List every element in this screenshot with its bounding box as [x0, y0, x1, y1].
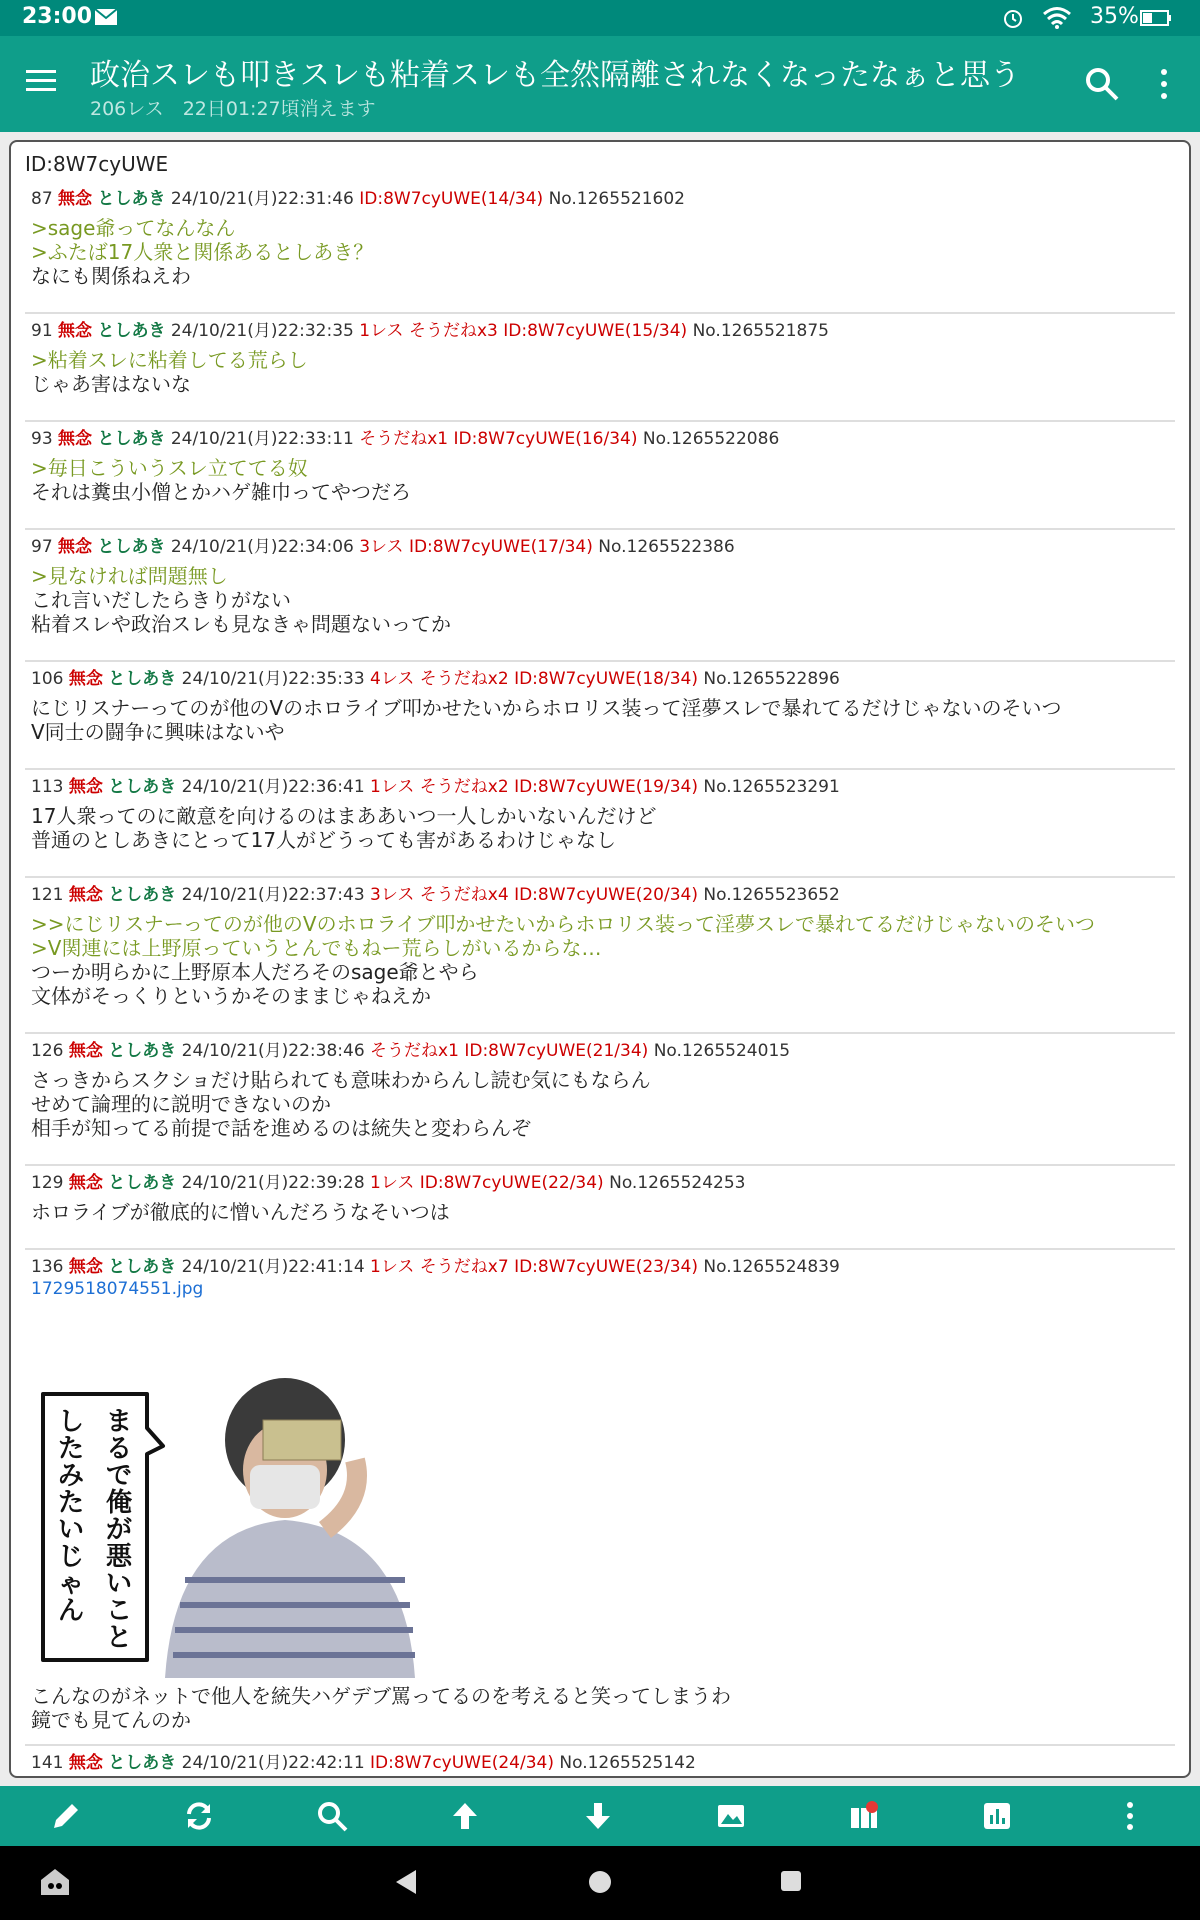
- app-bar: [0, 36, 1200, 132]
- post-number: 106: [31, 669, 64, 689]
- post-no-link[interactable]: No.1265523291: [703, 777, 840, 797]
- post-date: 24/10/21(月)22:37:43: [181, 885, 365, 905]
- battery-level: 35%: [1090, 4, 1139, 29]
- post-date: 24/10/21(月)22:34:06: [170, 537, 354, 557]
- body-line: 粘着スレや政治スレも見なきゃ問題ないってか: [31, 612, 451, 636]
- reply-count-link[interactable]: 1レス: [359, 321, 404, 341]
- post-meta: [31, 1748, 696, 1773]
- post-subject: 無念: [68, 1173, 103, 1193]
- sodane-button[interactable]: そうだねx2: [419, 669, 509, 689]
- post-subject: 無念: [68, 669, 103, 689]
- poster-id-link[interactable]: ID:8W7cyUWE(22/34): [419, 1173, 604, 1193]
- poster-id-link[interactable]: ID:8W7cyUWE(21/34): [464, 1041, 649, 1061]
- poster-name: としあき: [97, 189, 166, 209]
- wifi-icon: [1042, 6, 1072, 30]
- thread-title: 政治スレも叩きスレも粘着スレも全然隔離されなくなったなぁと思う: [90, 58, 1020, 93]
- post-no-link[interactable]: No.1265521602: [548, 189, 685, 209]
- poster-name: としあき: [108, 777, 177, 797]
- body-line: 文体がそっくりというかそのままじゃねえか: [31, 984, 431, 1008]
- post-date: 24/10/21(月)22:31:46: [170, 189, 354, 209]
- bubble-char: い: [105, 1569, 133, 1599]
- post-subject: 無念: [68, 1257, 103, 1277]
- quote-line: >ふたば17人衆と関係あるとしあき？: [31, 240, 374, 264]
- poster-id-link[interactable]: ID:8W7cyUWE(23/34): [514, 1257, 698, 1277]
- post-date: 24/10/21(月)22:33:11: [170, 429, 354, 449]
- reply-count-link[interactable]: 3レス: [359, 537, 404, 557]
- sodane-button[interactable]: そうだねx1: [370, 1041, 459, 1061]
- sodane-button[interactable]: そうだねx4: [419, 885, 509, 905]
- search-icon[interactable]: [1084, 66, 1120, 102]
- post-body: [31, 804, 656, 852]
- system-nav-bar: [0, 1846, 1200, 1920]
- post-no-link[interactable]: No.1265525142: [559, 1753, 696, 1773]
- post-number: 141: [31, 1753, 64, 1773]
- body-line: それは糞虫小僧とかハゲ雑巾ってやつだろ: [31, 480, 411, 504]
- poster-id-link[interactable]: ID:8W7cyUWE(19/34): [514, 777, 698, 797]
- body-line: V同士の闘争に興味はないや: [31, 720, 285, 744]
- battery-icon: [1140, 10, 1172, 26]
- reply-count-link[interactable]: 1レス: [370, 1257, 415, 1277]
- post-meta: [31, 184, 685, 209]
- bubble-char: じ: [57, 1542, 85, 1572]
- bubble-char: る: [105, 1434, 133, 1464]
- body-line: これ言いだしたらきりがない: [31, 588, 291, 612]
- post-meta: [31, 316, 829, 341]
- post-date: 24/10/21(月)22:38:46: [181, 1041, 365, 1061]
- sodane-button[interactable]: そうだねx3: [408, 321, 498, 341]
- post-meta: [31, 1036, 790, 1061]
- post-number: 91: [31, 321, 53, 341]
- more-vert-icon[interactable]: [1158, 66, 1170, 102]
- poster-id-link[interactable]: ID:8W7cyUWE(17/34): [408, 537, 593, 557]
- bubble-char: ま: [105, 1407, 133, 1437]
- post-subject: 無念: [58, 429, 93, 449]
- reply-count-link[interactable]: 4レス: [370, 669, 415, 689]
- post-body: [31, 1068, 651, 1140]
- file-link[interactable]: 1729518074551.jpg: [31, 1279, 204, 1299]
- status-bar: [0, 0, 1200, 36]
- post-body: [31, 348, 308, 396]
- poster-name: としあき: [108, 1041, 177, 1061]
- post-number: 97: [31, 537, 53, 557]
- poster-name: としあき: [108, 1173, 177, 1193]
- post-subject: 無念: [58, 189, 93, 209]
- poster-name: としあき: [108, 1753, 177, 1773]
- quote-line: >>にじリスナーってのが他のVのホロライブ叩かせたいからホロリス装って淫夢スレで暴れてるだけじゃないのそいつ: [31, 912, 1095, 936]
- bubble-char: た: [57, 1434, 85, 1464]
- post-body: [31, 696, 1061, 744]
- body-line: せめて論理的に説明できないのか: [31, 1092, 331, 1116]
- back-icon[interactable]: [394, 1868, 418, 1896]
- bottom-toolbar: [0, 1786, 1200, 1846]
- bubble-char: た: [57, 1488, 85, 1518]
- image-icon[interactable]: [715, 1800, 747, 1832]
- post-item[interactable]: [25, 1166, 1175, 1250]
- clock: 23:00: [22, 4, 93, 29]
- home-icon[interactable]: [588, 1870, 612, 1894]
- arrow-down-icon[interactable]: [582, 1800, 614, 1832]
- post-number: 87: [31, 189, 53, 209]
- post-date: 24/10/21(月)22:41:14: [181, 1257, 365, 1277]
- post-date: 24/10/21(月)22:35:33: [181, 669, 365, 689]
- bubble-char: み: [57, 1461, 85, 1491]
- body-line: さっきからスクショだけ貼られても意味わからんし読む気にもならん: [31, 1068, 651, 1092]
- poster-name: としあき: [97, 537, 166, 557]
- body-line: にじリスナーってのが他のVのホロライブ叩かせたいからホロリス装って淫夢スレで暴れてるだけじゃないのそいつ: [31, 696, 1062, 720]
- recents-icon[interactable]: [780, 1870, 802, 1892]
- refresh-icon[interactable]: [183, 1800, 215, 1832]
- menu-icon[interactable]: [24, 66, 60, 96]
- post-item[interactable]: [25, 770, 1175, 878]
- poster-id-link[interactable]: ID:8W7cyUWE(18/34): [514, 669, 698, 689]
- post-body: [31, 912, 1095, 1008]
- post-item[interactable]: [25, 1034, 1175, 1166]
- post-subject: 無念: [68, 1041, 103, 1061]
- body-line: なにも関係ねえわ: [31, 264, 191, 288]
- quote-line: >見なければ問題無し: [31, 564, 228, 588]
- post-item[interactable]: [25, 878, 1175, 1034]
- pencil-icon[interactable]: [50, 1800, 82, 1832]
- reply-count-link[interactable]: 1レス: [370, 777, 415, 797]
- post-meta: [31, 1168, 746, 1193]
- post-body: [31, 456, 411, 504]
- post-body: [31, 564, 451, 636]
- bubble-char: こ: [105, 1596, 133, 1626]
- popup-header: ID:8W7cyUWE: [25, 152, 169, 176]
- post-item[interactable]: [25, 422, 1175, 530]
- poster-name: としあき: [108, 885, 177, 905]
- post-item[interactable]: [25, 1746, 1175, 1778]
- post-number: 121: [31, 885, 64, 905]
- post-no-link[interactable]: No.1265524253: [609, 1173, 746, 1193]
- bubble-char: で: [105, 1461, 133, 1491]
- post-no-link[interactable]: No.1265522086: [642, 429, 780, 449]
- post-meta: [31, 424, 779, 449]
- quote-line: >毎日こういうスレ立ててる奴: [31, 456, 308, 480]
- post-number: 136: [31, 1257, 64, 1277]
- post-date: 24/10/21(月)22:39:28: [181, 1173, 365, 1193]
- post-item[interactable]: [25, 182, 1175, 314]
- poster-name: としあき: [97, 429, 166, 449]
- poster-id-link[interactable]: ID:8W7cyUWE(16/34): [453, 429, 638, 449]
- sodane-button[interactable]: そうだねx2: [419, 777, 509, 797]
- post-item[interactable]: [25, 530, 1175, 662]
- home-app-icon[interactable]: [38, 1866, 72, 1898]
- bubble-char: ん: [57, 1596, 85, 1626]
- post-no-link[interactable]: No.1265524015: [653, 1041, 791, 1061]
- post-date: 24/10/21(月)22:32:35: [170, 321, 354, 341]
- post-subject: 無念: [68, 1753, 103, 1773]
- post-meta: [31, 1252, 840, 1299]
- poster-name: としあき: [108, 669, 177, 689]
- body-line: 17人衆ってのに敵意を向けるのはまああいつ一人しかいないんだけど: [31, 804, 657, 828]
- body-line: 普通のとしあきにとって17人がどうっても害があるわけじゃなし: [31, 828, 617, 852]
- more-vert-icon[interactable]: [1114, 1800, 1146, 1832]
- sodane-button[interactable]: そうだねx1: [359, 429, 449, 449]
- alarm-icon: [1002, 7, 1024, 29]
- post-no-link[interactable]: No.1265522896: [703, 669, 840, 689]
- bubble-char: と: [105, 1623, 133, 1653]
- post-number: 126: [31, 1041, 64, 1061]
- body-line: 相手が知ってる前提で話を進めるのは統失と変わらんぞ: [31, 1116, 531, 1140]
- post-meta: [31, 880, 840, 905]
- body-line: 鏡でも見てんのか: [31, 1708, 191, 1732]
- catalog-icon[interactable]: [848, 1800, 880, 1832]
- sodane-button[interactable]: そうだねx7: [419, 1257, 509, 1277]
- post-item[interactable]: [25, 662, 1175, 770]
- post-image[interactable]: [35, 1350, 421, 1678]
- bubble-char: 悪: [105, 1542, 133, 1572]
- bubble-char: い: [57, 1515, 85, 1545]
- post-subject: 無念: [58, 537, 93, 557]
- post-date: 24/10/21(月)22:36:41: [181, 777, 365, 797]
- body-line: ホロライブが徹底的に憎いんだろうなそいつは: [31, 1200, 450, 1224]
- post-meta: [31, 532, 735, 557]
- id-popup: [9, 140, 1191, 1778]
- post-body: [31, 216, 373, 288]
- post-no-link[interactable]: No.1265521875: [692, 321, 829, 341]
- post-no-link[interactable]: No.1265524839: [703, 1257, 840, 1277]
- post-item[interactable]: [25, 314, 1175, 422]
- quote-line: >粘着スレに粘着してる荒らし: [31, 348, 308, 372]
- post-number: 113: [31, 777, 64, 797]
- body-line: じゃあ害はないな: [31, 372, 191, 396]
- poster-id-link[interactable]: ID:8W7cyUWE(14/34): [359, 189, 544, 209]
- post-subject: 無念: [68, 885, 103, 905]
- poster-name: としあき: [108, 1257, 177, 1277]
- body-line: こんなのがネットで他人を統失ハゲデブ罵ってるのを考えると笑ってしまうわ: [31, 1684, 731, 1708]
- post-date: 24/10/21(月)22:42:11: [181, 1753, 365, 1773]
- poster-name: としあき: [97, 321, 166, 341]
- post-number: 129: [31, 1173, 64, 1193]
- body-line: つーか明らかに上野原本人だろそのsage爺とやら: [31, 960, 479, 984]
- arrow-up-icon[interactable]: [449, 1800, 481, 1832]
- poster-id-link[interactable]: ID:8W7cyUWE(24/34): [370, 1753, 554, 1773]
- poster-id-link[interactable]: ID:8W7cyUWE(15/34): [503, 321, 688, 341]
- post-meta: [31, 664, 840, 689]
- post-meta: [31, 772, 840, 797]
- bubble-char: し: [57, 1407, 85, 1437]
- post-body: [31, 1200, 450, 1224]
- search-icon[interactable]: [316, 1800, 348, 1832]
- poster-id-link[interactable]: ID:8W7cyUWE(20/34): [514, 885, 698, 905]
- post-no-link[interactable]: No.1265523652: [703, 885, 840, 905]
- reply-count-link[interactable]: 1レス: [370, 1173, 415, 1193]
- bubble-char: ゃ: [57, 1569, 85, 1599]
- reply-count-link[interactable]: 3レス: [370, 885, 415, 905]
- mail-icon: [94, 8, 118, 26]
- post-body: [31, 1684, 731, 1732]
- quote-line: >V関連には上野原っていうとんでもねー荒らしがいるからな…: [31, 936, 602, 960]
- post-no-link[interactable]: No.1265522386: [598, 537, 735, 557]
- thread-subtitle: 206レス 22日01:27頃消えます: [90, 98, 376, 120]
- chart-icon[interactable]: [981, 1800, 1013, 1832]
- post-subject: 無念: [58, 321, 93, 341]
- quote-line: >sage爺ってなんなん: [31, 216, 236, 240]
- post-number: 93: [31, 429, 53, 449]
- bubble-char: 俺: [105, 1488, 133, 1518]
- post-subject: 無念: [68, 777, 103, 797]
- bubble-char: が: [105, 1515, 133, 1545]
